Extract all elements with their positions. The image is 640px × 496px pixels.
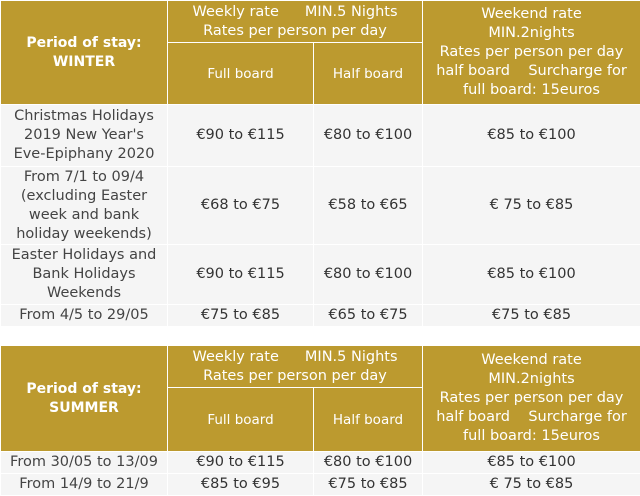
weekend-line: Weekend rate: [481, 6, 582, 22]
period-title: Period of stay:: [26, 380, 142, 397]
period-cell: [1, 452, 168, 474]
weekend-line: Rates per person per day: [439, 44, 624, 60]
half-board-price: €58 to €65: [314, 167, 423, 245]
weekend-price: € 75 to €85: [423, 167, 640, 245]
period-line: From 4/5 to 29/05: [19, 307, 149, 323]
half-board-header: Half board: [314, 388, 423, 452]
weekend-line: full board: 15euros: [463, 428, 600, 444]
period-line: holiday weekends): [16, 225, 152, 242]
weekend-price: €85 to €100: [423, 452, 640, 474]
full-board-price: €85 to €95: [168, 474, 314, 496]
table-row: [1, 452, 640, 474]
table-row: [1, 245, 640, 305]
half-board-price: €80 to €100: [314, 452, 423, 474]
weekend-line: Rates per person per day: [439, 390, 624, 406]
period-line: From 14/9 to 21/9: [19, 476, 149, 492]
weekly-min-nights: MIN.5 Nights: [304, 3, 398, 20]
period-line: Weekends: [46, 285, 122, 301]
weekend-line: half board Surcharge for: [436, 63, 627, 79]
weekend-line: full board: 15euros: [463, 82, 600, 98]
weekend-line: MIN.2nights: [488, 371, 575, 387]
half-board-header: Half board: [314, 43, 423, 105]
period-header-cell: [1, 346, 168, 452]
half-board-price: €80 to €100: [314, 245, 423, 305]
weekend-line: MIN.2nights: [488, 25, 575, 41]
full-board-price: €68 to €75: [168, 167, 314, 245]
weekend-price: €75 to €85: [423, 305, 640, 327]
weekly-min-nights: MIN.5 Nights: [304, 348, 398, 365]
summer-rates-table: [0, 345, 640, 496]
full-board-header: Full board: [168, 43, 314, 105]
half-board-price: €75 to €85: [314, 474, 423, 496]
half-board-price: €80 to €100: [314, 105, 423, 167]
period-line: From 7/1 to 09/4: [23, 168, 145, 185]
period-cell: [1, 305, 168, 327]
weekly-rate-per-person: Rates per person per day: [203, 367, 387, 384]
weekend-line: Weekend rate: [481, 352, 582, 368]
weekend-rate-header: [423, 1, 640, 105]
weekend-price: € 75 to €85: [423, 474, 640, 496]
table-row: [1, 474, 640, 496]
period-cell: [1, 474, 168, 496]
period-line: Easter Holidays and: [11, 247, 157, 263]
weekend-rate-header: [423, 346, 640, 452]
full-board-price: €90 to €115: [168, 105, 314, 167]
half-board-price: €65 to €75: [314, 305, 423, 327]
period-line: Eve-Epiphany 2020: [13, 146, 155, 162]
period-line: From 30/05 to 13/09: [10, 454, 158, 470]
period-line: Christmas Holidays: [14, 108, 154, 124]
full-board-price: €75 to €85: [168, 305, 314, 327]
full-board-price: €90 to €115: [168, 452, 314, 474]
period-cell: [1, 167, 168, 245]
full-board-price: €90 to €115: [168, 245, 314, 305]
weekly-rate-per-person: Rates per person per day: [203, 22, 387, 39]
table-row: [1, 305, 640, 327]
season-label: SUMMER: [49, 399, 119, 416]
weekend-price: €85 to €100: [423, 245, 640, 305]
period-title: Period of stay:: [26, 34, 142, 51]
period-cell: [1, 105, 168, 167]
period-line: (excluding Easter: [20, 187, 148, 204]
period-line: Bank Holidays: [32, 266, 136, 282]
weekly-rate-header: [168, 1, 423, 43]
period-line: week and bank: [28, 206, 140, 223]
weekly-rate-header: [168, 346, 423, 388]
full-board-header: Full board: [168, 388, 314, 452]
table-row: [1, 167, 640, 245]
period-header-cell: [1, 1, 168, 105]
table-row: [1, 105, 640, 167]
weekly-rate-label: Weekly rate: [192, 3, 279, 20]
weekly-rate-label: Weekly rate: [192, 348, 279, 365]
season-label: WINTER: [52, 53, 116, 70]
weekend-line: half board Surcharge for: [436, 409, 627, 425]
period-cell: [1, 245, 168, 305]
weekend-price: €85 to €100: [423, 105, 640, 167]
period-line: 2019 New Year's: [24, 127, 144, 143]
